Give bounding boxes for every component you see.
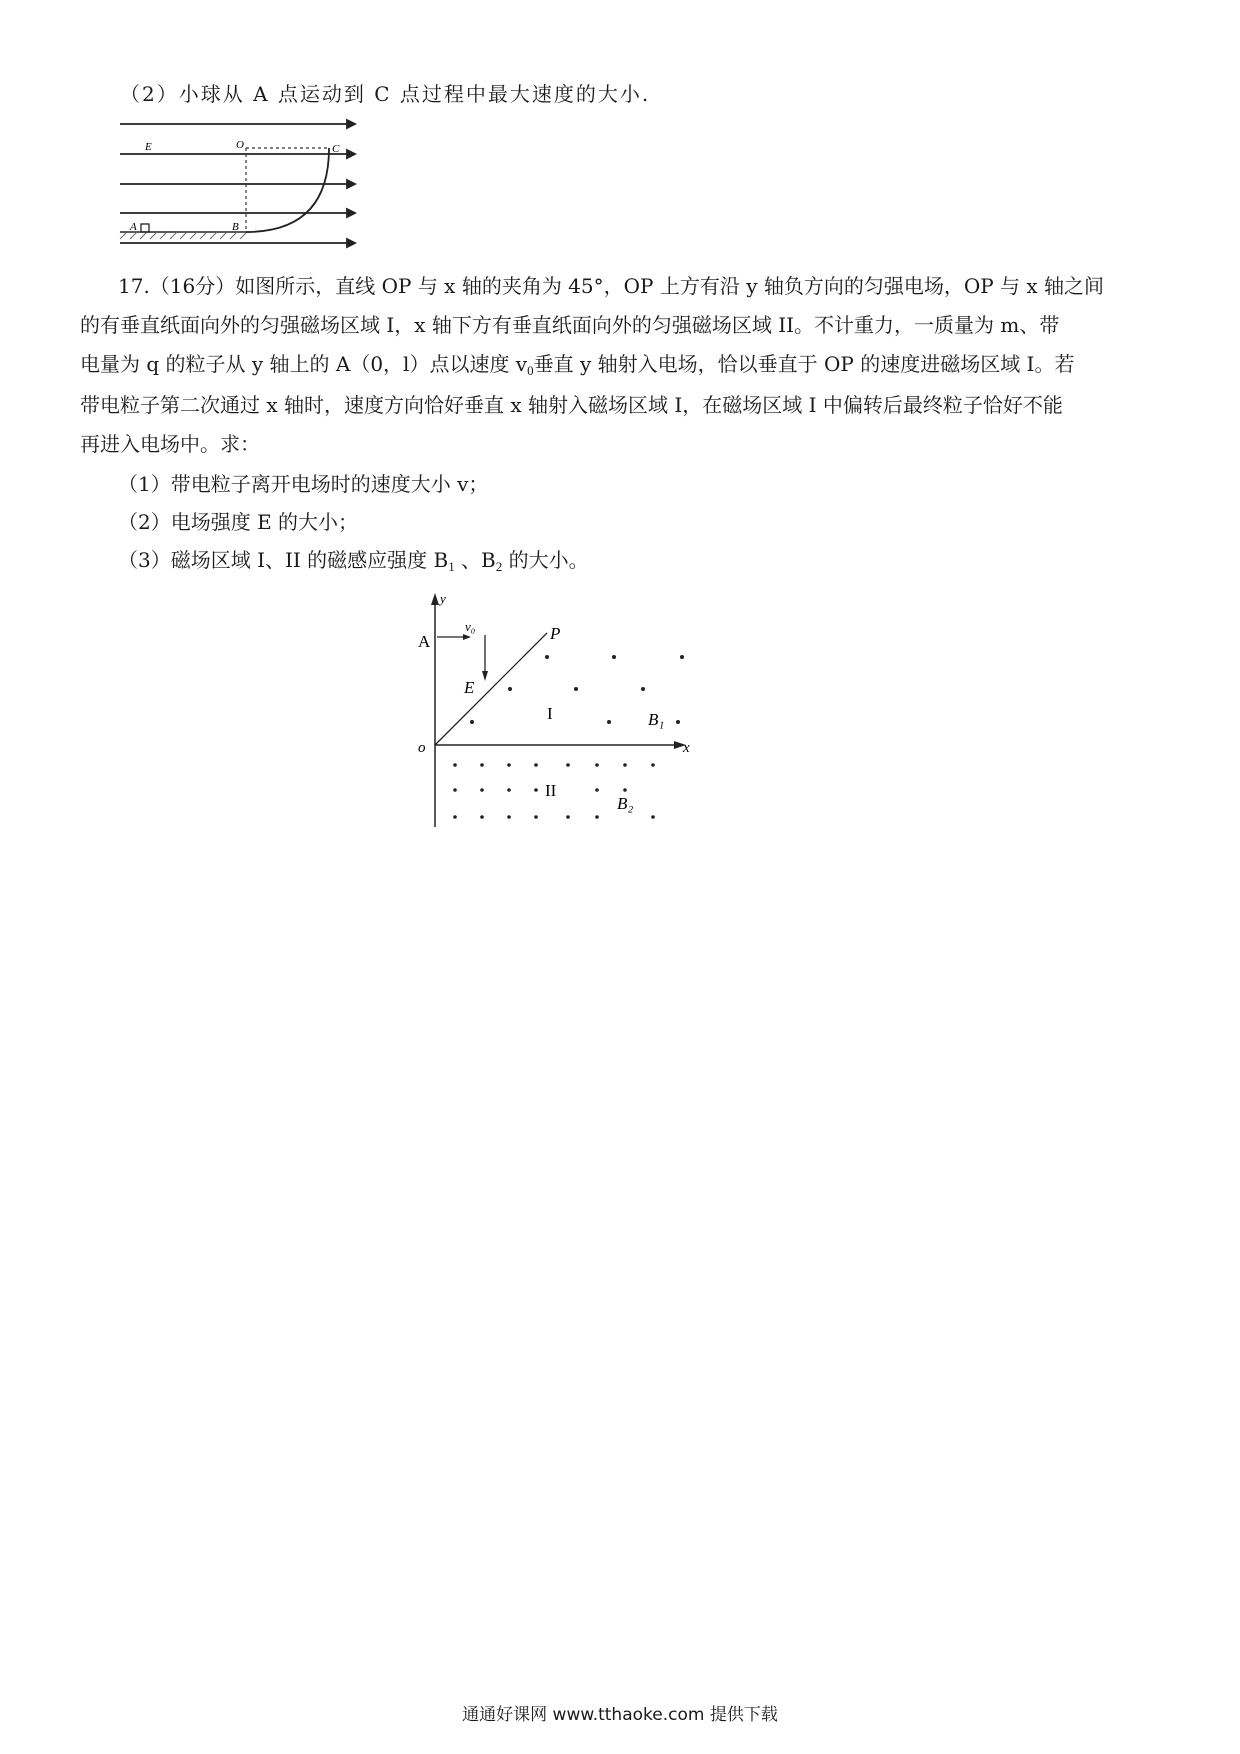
- fig16-label-c: C: [332, 143, 340, 155]
- fig17-label-x: x: [683, 740, 690, 756]
- fig17-label-b2: B₂: [617, 794, 634, 813]
- fig17-label-p: P: [550, 624, 561, 643]
- fig16-label-a: A: [130, 221, 137, 233]
- fig17-label-region-ii: II: [545, 781, 557, 800]
- fig17-label-y: y: [440, 591, 446, 606]
- fig16-label-b: B: [232, 221, 239, 233]
- q17-line5: 再进入电场中。求：: [80, 432, 260, 456]
- fig17-label-v0: v₀: [465, 619, 476, 634]
- fig17-label-b1: B₁: [648, 710, 665, 729]
- q17-part3-sub1: 1: [448, 559, 455, 574]
- q17-line3b: 垂直 y 轴射入电场，恰以垂直于 OP 的速度进磁场区域 I。若: [533, 352, 1075, 376]
- q17-part2: （2）电场强度 E 的大小；: [118, 510, 359, 534]
- fig16-label-o: O: [236, 139, 244, 151]
- fig16-label-e: E: [145, 141, 152, 153]
- fig17-label-e: E: [464, 678, 475, 697]
- q17-part3c: 的大小。: [502, 548, 589, 572]
- fig17-label-a: A: [418, 632, 431, 651]
- page-footer: 通通好课网 www.tthaoke.com 提供下载: [462, 1705, 778, 1725]
- figure-16: [115, 112, 375, 262]
- fig17-label-o: o: [418, 740, 426, 756]
- q17-line3-sub: 0: [527, 363, 534, 378]
- q17-part1: （1）带电粒子离开电场时的速度大小 v；: [118, 472, 489, 496]
- q17-part3-sub2: 2: [495, 559, 503, 574]
- q17-line2: 的有垂直纸面向外的匀强磁场区域 I，x 轴下方有垂直纸面向外的匀强磁场区域 II。不计重力，一质量为 m、带: [80, 313, 1060, 337]
- q17-line4: 带电粒子第二次通过 x 轴时，速度方向恰好垂直 x 轴射入磁场区域 I，在磁场区域 I 中偏转后最终粒子恰好不能: [80, 393, 1063, 417]
- q17-line1: 17.（16分）如图所示，直线 OP 与 x 轴的夹角为 45°，OP 上方有沿 y 轴负方向的匀强电场，OP 与 x 轴之间: [118, 274, 1105, 298]
- q17-line3: [80, 350, 1074, 385]
- fig17-label-region-i: I: [547, 704, 553, 723]
- q17-line3a: 电量为 q 的粒子从 y 轴上的 A（0，l）点以速度 v: [80, 352, 528, 376]
- q17-part3: [118, 546, 589, 581]
- q16-part2: （2）小球从 A 点运动到 C 点过程中最大速度的大小.: [120, 82, 651, 106]
- figure-17: [410, 585, 730, 835]
- q17-part3b: 、B: [454, 548, 496, 572]
- q17-part3a: （3）磁场区域 I、II 的磁感应强度 B: [118, 548, 449, 572]
